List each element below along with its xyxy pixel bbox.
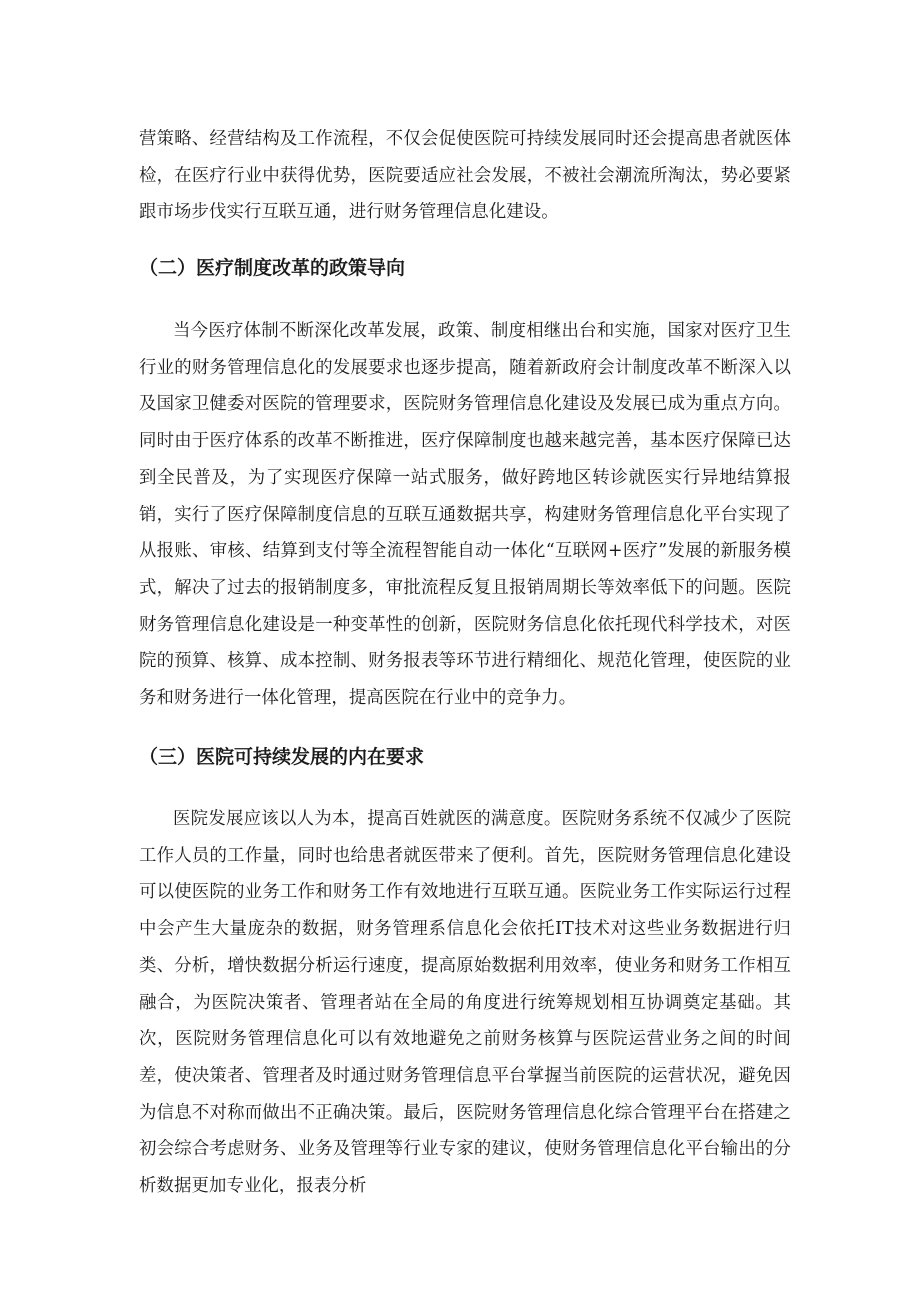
paragraph-continuation: 营策略、经营结构及工作流程，不仅会促使医院可持续发展同时还会提高患者就医体检，在医疗行业中获得优势，医院要适应社会发展，不被社会潮流所淘汰，势必要紧跟市场步伐实行互联互通，进行财务管理信息化建设。 [139,129,791,223]
section-heading-three: （三）医院可持续发展的内在要求 [139,746,425,768]
section-heading-two: （二）医疗制度改革的政策导向 [139,257,406,279]
paragraph-sustainable-development: 医院发展应该以人为本，提高百姓就医的满意度。医院财务系统不仅减少了医院工作人员的工作量，同时也给患者就医带来了便利。首先，医院财务管理信息化建设可以使医院的业务工作和财务工作有效地进行互联互通。医院业务工作实际运行过程中会产生大量庞杂的数据，财务管理系信息化会依托IT技术对这些业务数据进行归类、分析，增快数据分析运行速度，提高原始数据利用效率，使业务和财务工作相互融合，为医院决策者、管理者站在全局的角度进行统筹规划相互协调奠定基础。其次，医院财务管理信息化可以有效地避免之前财务核算与医院运营业务之间的时间差，使决策者、管理者及时通过财务管理信息平台掌握当前医院的运营状况，避免因为信息不对称而做出不正确决策。最后，医院财务管理信息化综合管理平台在搭建之初会综合考虑财务、业务及管理等行业专家的建议，使财务管理信息化平台输出的分析数据更加专业化，报表分析 [139,809,791,1197]
paragraph-policy-orientation: 当今医疗体制不断深化改革发展，政策、制度相继出台和实施，国家对医疗卫生行业的财务管理信息化的发展要求也逐步提高，随着新政府会计制度改革不断深入以及国家卫健委对医院的管理要求，医院财务管理信息化建设及发展已成为重点方向。同时由于医疗体系的改革不断推进，医疗保障制度也越来越完善，基本医疗保障已达到全民普及，为了实现医疗保障一站式服务，做好跨地区转诊就医实行异地结算报销，实行了医疗保障制度信息的互联互通数据共享，构建财务管理信息化平台实现了从报账、审核、结算到支付等全流程智能自动一体化“互联网+医疗”发展的新服务模式，解决了过去的报销制度多，审批流程反复且报销周期长等效率低下的问题。医院财务管理信息化建设是一种变革性的创新，医院财务信息化依托现代科学技术，对医院的预算、核算、成本控制、财务报表等环节进行精细化、规范化管理，使医院的业务和财务进行一体化管理，提高医院在行业中的竞争力。 [139,321,791,709]
